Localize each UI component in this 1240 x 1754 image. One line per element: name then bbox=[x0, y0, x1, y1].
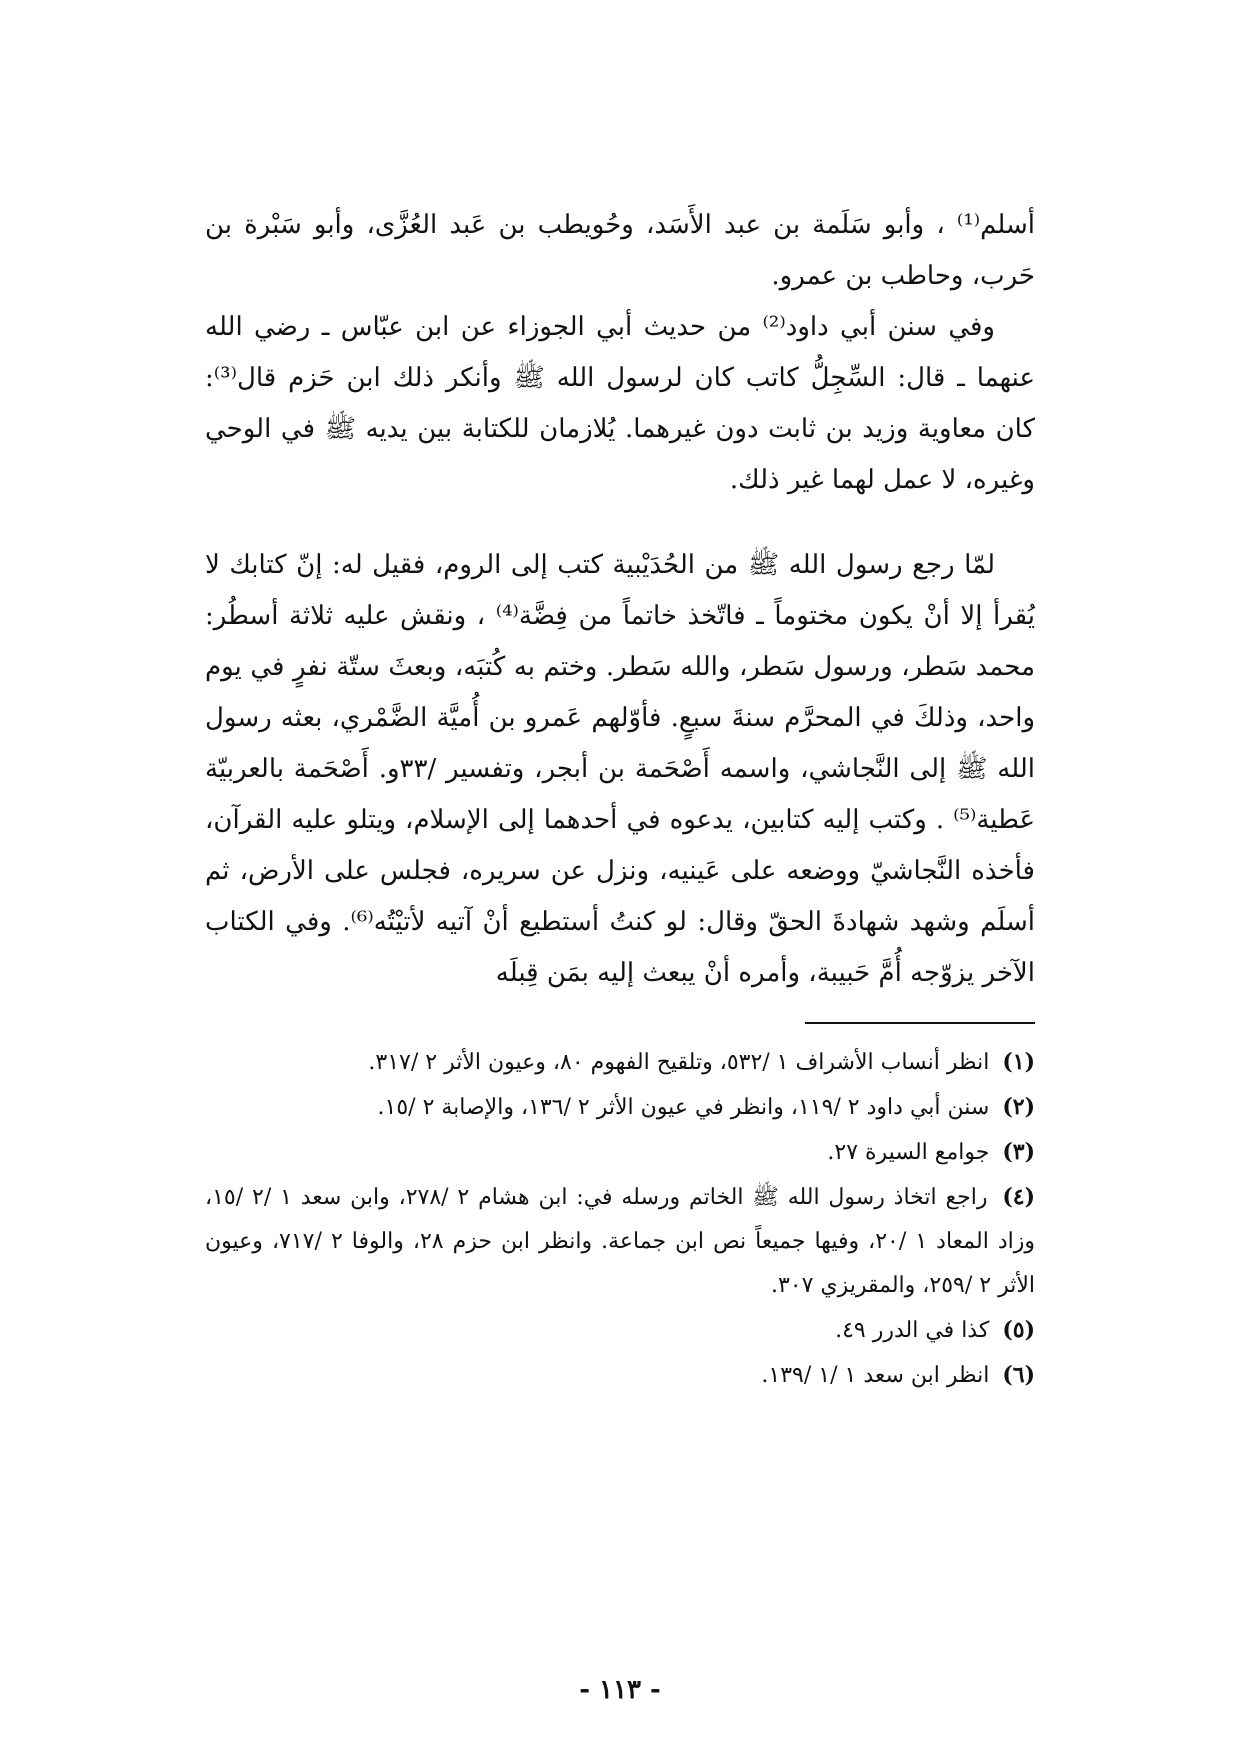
paragraph-2: وفي سنن أبي داود⁽²⁾ من حديث أبي الجوزاء عن ابن عبّاس ـ رضي الله عنهما ـ قال: السِّجِلُّ كاتب كان لرسول الله ﷺ وأنكر ذلك ابن حَزم قال⁽³⁾: كان معاوية وزيد بن ثابت دون غيرهما. يُلازمان للكتابة بين يديه ﷺ في الوحي وغيره، لا عمل لهما غير ذلك. bbox=[205, 312, 1035, 495]
footnote-3 bbox=[205, 1130, 1035, 1175]
footnote-text: انظر ابن سعد ١ /١ /١٣٩. bbox=[761, 1363, 990, 1388]
footnote-1 bbox=[205, 1040, 1035, 1085]
footnote-text: جوامع السيرة ٢٧. bbox=[827, 1140, 990, 1165]
footnote-text: سنن أبي داود ٢ /١١٩، وانظر في عيون الأثر ٢ /١٣٦، والإصابة ٢ /١٥. bbox=[377, 1095, 990, 1120]
main-text-bottom bbox=[205, 540, 1035, 999]
footnote-text: راجع اتخاذ رسول الله ﷺ الخاتم ورسله في: ابن هشام ٢ /٢٧٨، وابن سعد ١ /٢ /١٥، وزاد المعاد ١ /٢٠، وفيها جميعاً نص ابن جماعة. وانظر ابن حزم ٢٨، والوفا ٢ /٧١٧، وعيون الأثر ٢ /٢٥٩، والمقريزي ٣٠٧. bbox=[205, 1185, 1036, 1298]
footnote-separator bbox=[805, 1022, 1035, 1024]
footnote-5 bbox=[205, 1308, 1035, 1353]
page-number: - ١١٣ - bbox=[579, 1675, 661, 1705]
footnote-number: (٦) bbox=[1002, 1362, 1035, 1388]
footnote-number: (٤) bbox=[1002, 1184, 1036, 1210]
footnote-number: (٢) bbox=[1002, 1094, 1035, 1120]
footnotes bbox=[205, 1040, 1035, 1398]
main-text-top bbox=[205, 200, 1035, 506]
footnote-number: (٥) bbox=[1002, 1317, 1035, 1343]
footnote-number: (٣) bbox=[1002, 1139, 1035, 1165]
footnote-4 bbox=[205, 1175, 1035, 1308]
footnote-6 bbox=[205, 1353, 1035, 1398]
footnote-text: انظر أنساب الأشراف ١ /٥٣٢، وتلقيح الفهوم ٨٠، وعيون الأثر ٢ /٣١٧. bbox=[368, 1050, 990, 1075]
footnote-2 bbox=[205, 1085, 1035, 1130]
footnote-text: كذا في الدرر ٤٩. bbox=[835, 1318, 990, 1343]
paragraph-1: أسلم⁽¹⁾ ، وأبو سَلَمة بن عبد الأَسَد، وحُويطب بن عَبد العُزَّى، وأبو سَبْرة بن حَرب، وحاطب بن عمرو. bbox=[205, 210, 1035, 291]
footnote-number: (١) bbox=[1002, 1049, 1035, 1075]
paragraph-3: لمّا رجع رسول الله ﷺ من الحُدَيْبية كتب إلى الروم، فقيل له: إنّ كتابك لا يُقرأ إلا أنْ يكون مختوماً ـ فاتّخذ خاتماً من فِضَّة⁽⁴⁾ ، ونقش عليه ثلاثة أسطُر: محمد سَطر، ورسول سَطر، والله سَطر. وختم به كُتبَه، وبعثَ ستّة نفرٍ في يوم واحد، وذلكَ في المحرَّم سنةَ سبعٍ. فأوّلهم عَمرو بن أُميَّة الضَّمْري، بعثه رسول الله ﷺ إلى النَّجاشي، واسمه أَصْحَمة بن أبجر، وتفسير /٣٣و. أَصْحَمة بالعربيّة عَطية⁽⁵⁾ . وكتب إليه كتابين، يدعوه في أحدهما إلى الإسلام، ويتلو عليه القرآن، فأخذه النَّجاشيّ ووضعه على عَينيه، ونزل عن سريره، فجلس على الأرض، ثم أسلَم وشهد شهادةَ الحقّ وقال: لو كنتُ أستطيع أنْ آتيه لأتيْتُه⁽⁶⁾. وفي الكتاب الآخر يزوّجه أُمَّ حَبيبة، وأمره أنْ يبعث إليه بمَن قِبلَه bbox=[205, 550, 1035, 988]
